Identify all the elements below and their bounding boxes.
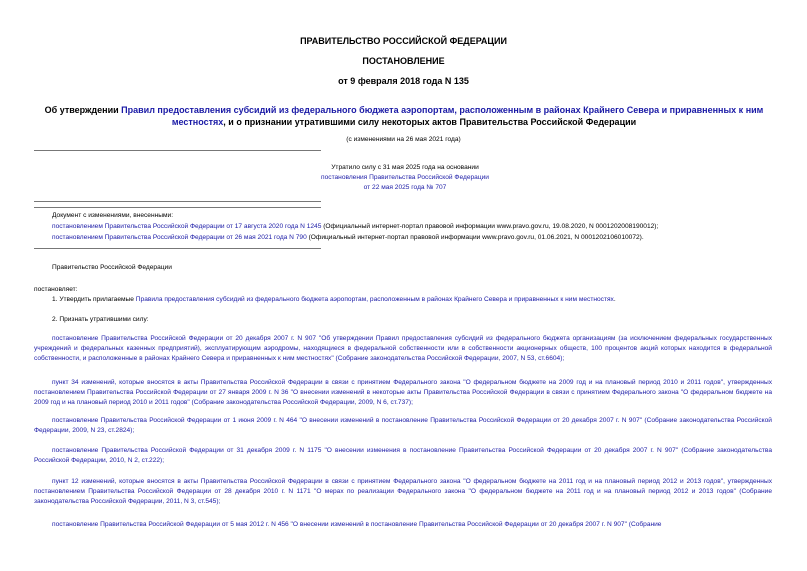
- change-text: (Официальный интернет-портал правовой информации www.pravo.gov.ru, 01.06.2021, N 0001202106010072).: [306, 234, 644, 241]
- repealed-act-link[interactable]: постановление Правительства Российской Федерации от 1 июня 2009 г. N 464 "О внесении изменений в постановление Правительства Российской Федерации от 20 декабря 2007 г. N 907" (Собрание законодательства Российской Федерации, 2009, N 23, ст.2824);: [34, 417, 772, 434]
- p1-prefix: 1. Утвердить прилагаемые: [52, 296, 136, 303]
- expired-line: Утратило силу с 31 мая 2025 года на основании: [331, 164, 479, 171]
- repealed-act-link[interactable]: постановление Правительства Российской Федерации от 20 декабря 2007 г. N 907 "Об утверждении Правил предоставления субсидий из федерального бюджета организациям (за исключением федеральных государственных учреждений и федеральных казенных предприятий), эксплуатирующим аэродромы, находящиеся в федеральной собственности или в собственности акционерных обществ, 100 процентов акций которых находится в федеральной собственности, и расположенные в районах Крайнего Севера и приравненных к ним местностях" (Собрание законодательства Российской Федерации, 2007, N 53, ст.6604);: [34, 335, 772, 362]
- body-paragraph-1: [52, 295, 792, 305]
- repealed-act-link[interactable]: пункт 34 изменений, которые вносятся в акты Правительства Российской Федерации в связи с принятием Федерального закона "О федеральном бюджете на 2009 год и на плановый период 2010 и 2011 годов", утвержденных постановлением Правительства Российской Федерации от 27 января 2009 г. N 36 "О внесении изменений в некоторые акты Правительства Российской Федерации в связи с принятием Федерального закона "О федеральном бюджете на 2009 год и на плановый период 2010 и 2011 годов" (Собрание законодательства Российской Федерации, 2009, N 6, ст.737);: [34, 379, 772, 406]
- changes-intro: Документ с изменениями, внесенными:: [52, 212, 174, 219]
- title-suffix: , и о признании утратившими силу некоторых актов Правительства Российской Федерации: [223, 117, 637, 127]
- change-text: (Официальный интернет-портал правовой информации www.pravo.gov.ru, 19.08.2020, N 0001202008190012);: [321, 223, 659, 230]
- body-paragraph-2: 2. Признать утратившими силу:: [52, 316, 149, 323]
- document-title: [34, 104, 774, 128]
- expired-notice: [300, 163, 510, 193]
- title-prefix: Об утверждении: [44, 105, 122, 115]
- government-heading: ПРАВИТЕЛЬСТВО РОССИЙСКОЙ ФЕДЕРАЦИИ: [300, 36, 507, 46]
- title-rules-link[interactable]: Правил предоставления субсидий из федерального бюджета аэропортам, расположенным в районах Крайнего Севера и приравненных к ним местностях: [121, 105, 764, 127]
- document-type: ПОСТАНОВЛЕНИЕ: [362, 56, 445, 66]
- document-date-number: от 9 февраля 2018 года N 135: [338, 76, 469, 86]
- divider: [34, 248, 321, 249]
- divider: [34, 201, 321, 202]
- change-item: [52, 222, 782, 232]
- repealed-act-link[interactable]: пункт 12 изменений, которые вносятся в акты Правительства Российской Федерации в связи с принятием Федерального закона "О федеральном бюджете на 2011 год и на плановый период 2012 и 2013 годов", утвержденных постановлением Правительства Российской Федерации от 28 декабря 2010 г. N 1171 "О мерах по реализации Федерального закона "О федеральном бюджете на 2011 год и на плановый период 2012 и 2013 годов" (Собрание законодательства Российской Федерации, 2011, N 3, ст.545);: [34, 478, 772, 505]
- p1-suffix: .: [613, 296, 616, 303]
- amendment-note: (с изменениями на 26 мая 2021 года): [346, 136, 461, 143]
- p1-rules-link[interactable]: Правила предоставления субсидий из федерального бюджета аэропортам, расположенным в районах Крайнего Севера и приравненных к ним местностях: [135, 296, 614, 303]
- expired-link-line2[interactable]: от 22 мая 2025 года № 707: [363, 184, 447, 191]
- repealed-act-link[interactable]: постановление Правительства Российской Федерации от 5 мая 2012 г. N 456 "О внесении изменений в постановление Правительства Российской Федерации от 20 декабря 2007 г. N 907" (Собрание: [52, 521, 662, 528]
- body-government: Правительство Российской Федерации: [52, 264, 172, 271]
- body-decides: постановляет:: [34, 286, 78, 293]
- expired-link-line1[interactable]: постановления Правительства Российской Федерации: [321, 174, 489, 181]
- divider: [34, 207, 321, 208]
- repealed-act-link[interactable]: постановление Правительства Российской Федерации от 31 декабря 2009 г. N 1175 "О внесении изменения в постановление Правительства Российской Федерации от 20 декабря 2007 г. N 907" (Собрание законодательства Российской Федерации, 2010, N 2, ст.222);: [34, 447, 772, 464]
- change-item: [52, 233, 782, 243]
- divider: [34, 150, 321, 151]
- change-link[interactable]: постановлением Правительства Российской Федерации от 26 мая 2021 года N 790: [52, 234, 307, 241]
- change-link[interactable]: постановлением Правительства Российской Федерации от 17 августа 2020 года N 1245: [52, 223, 322, 230]
